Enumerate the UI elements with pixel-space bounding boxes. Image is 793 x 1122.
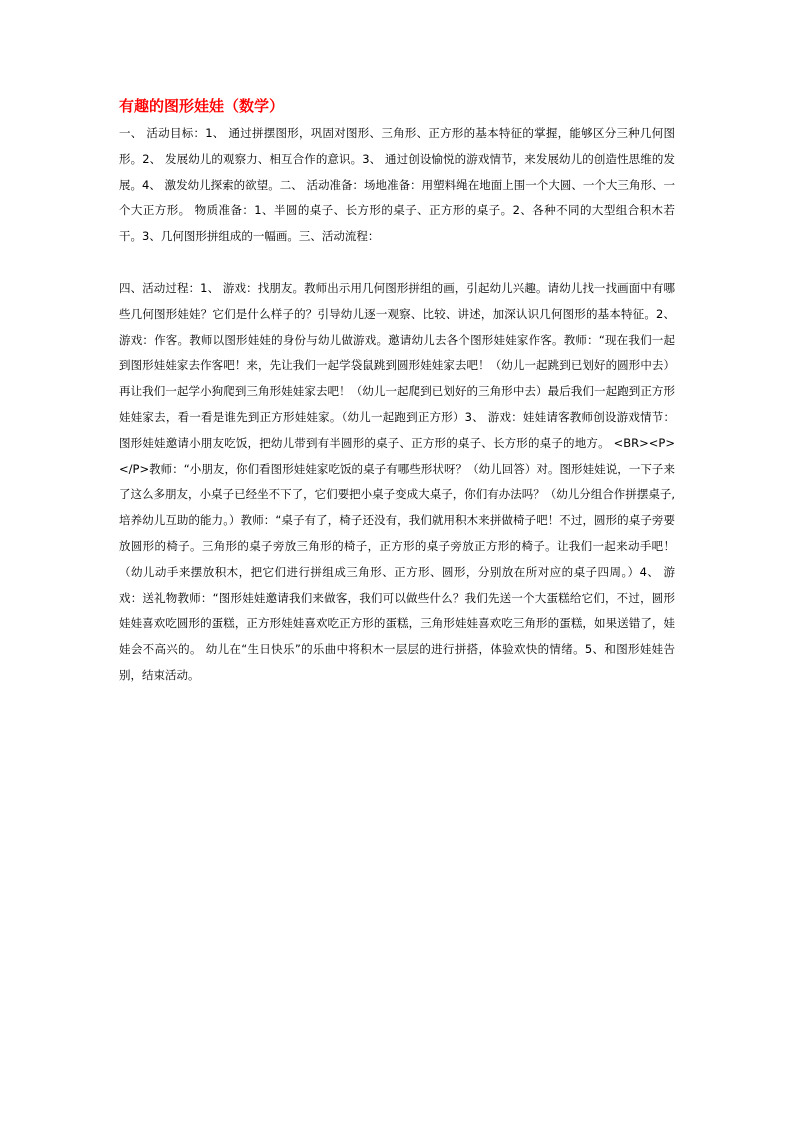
paragraph-activity-process: 四、活动过程：1、 游戏：找朋友。教师出示用几何图形拼组的画，引起幼儿兴趣。请幼儿找一找画面中有哪些几何图形娃娃？它们是什么样子的？引导幼儿逐一观察、比较、讲述，加深认识几何图形的基本特征。2、 游戏：作客。教师以图形娃娃的身份与幼儿做游戏。邀请幼儿去各个图形娃娃家作客。教师：“现在我们一起到图形娃娃家去作客吧！来，先让我们一起学袋鼠跳到圆形娃娃家去吧！（幼儿一起跳到已划好的圆形中去）再让我们一起学小狗爬到三角形娃娃家去吧！（幼儿一起爬到已划好的三角形中去）最后我们一起跑到正方形娃娃家去，看一看是谁先到正方形娃娃家。（幼儿一起跑到正方形）3、 游戏：娃娃请客教师创设游戏情节：图形娃娃邀请小朋友吃饭，把幼儿带到有半圆形的桌子、正方形的桌子、长方形的桌子的地方。 <BR><P></P>教师：“小朋友，你们看图形娃娃家吃饭的桌子有哪些形状呀？（幼儿回答）对。图形娃娃说，一下子来了这么多朋友，小桌子已经坐不下了，它们要把小桌子变成大桌子，你们有办法吗？（幼儿分组合作拼摆桌子,培养幼儿互助的能力。）教师：“桌子有了，椅子还没有，我们就用积木来拼做椅子吧！不过，圆形的桌子旁要放圆形的椅子。三角形的桌子旁放三角形的椅子，正方形的桌子旁放正方形的椅子。让我们一起来动手吧！（幼儿动手来摆放积木，把它们进行拼组成三角形、正方形、圆形，分别放在所对应的桌子四周。）4、 游戏：送礼物教师：“图形娃娃邀请我们来做客，我们可以做些什么？我们先送一个大蛋糕给它们，不过，圆形娃娃喜欢吃圆形的蛋糕，正方形娃娃喜欢吃正方形的蛋糕，三角形娃娃喜欢吃三角形的蛋糕，如果送错了，娃娃会不高兴的。 幼儿在“生日快乐”的乐曲中将积木一层层的进行拼搭，体验欢快的情绪。5、和图形娃娃告别，结束活动。 <box>119 280 675 682</box>
paragraph-goals-and-preparation: 一、 活动目标：1、 通过拼摆图形，巩固对图形、三角形、正方形的基本特征的掌握，能够区分三种几何图形。2、 发展幼儿的观察力、相互合作的意识。3、 通过创设愉悦的游戏情节，来发展幼儿的创造性思维的发展。4、 激发幼儿探索的欲望。二、 活动准备：场地准备：用塑料绳在地面上围一个大圆、一个大三角形、一个大正方形。 物质准备：1、半圆的桌子、长方形的桌子、正方形的桌子。2、各种不同的大型组合积木若干。3、几何图形拼组成的一幅画。三、活动流程： <box>119 126 675 244</box>
document-title: 有趣的图形娃娃（数学） <box>119 97 285 115</box>
paragraph-spacer <box>119 250 675 276</box>
document-body <box>119 95 675 689</box>
